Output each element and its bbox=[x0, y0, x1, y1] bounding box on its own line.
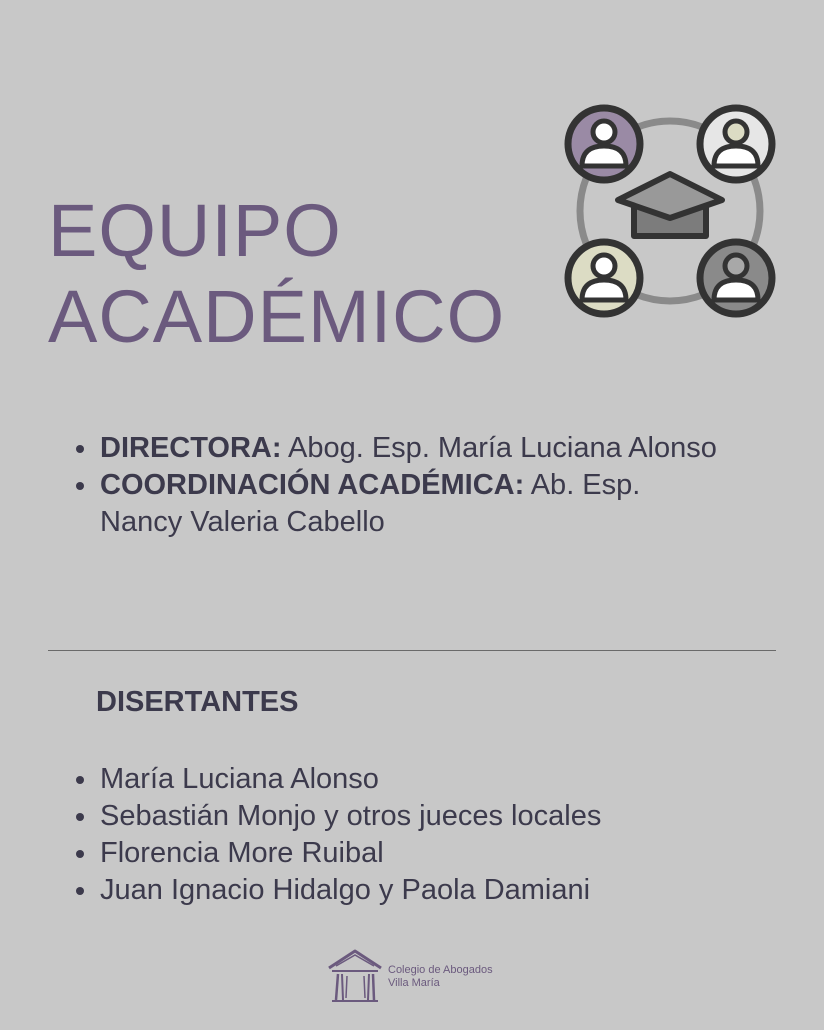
avatar-icon-top-right bbox=[700, 108, 772, 180]
logo-line-2: Villa María bbox=[388, 977, 440, 989]
graduation-cap-icon bbox=[618, 174, 722, 236]
coordination-name: Ab. Esp. Nancy Valeria Cabello bbox=[100, 469, 641, 538]
title-line-1: EQUIPO bbox=[48, 189, 342, 272]
avatar-icon-bottom-left bbox=[568, 242, 640, 314]
list-item-director bbox=[100, 430, 720, 467]
coordination-label: COORDINACIÓN ACADÉMICA: bbox=[100, 469, 525, 501]
speaker-item: Juan Ignacio Hidalgo y Paola Damiani bbox=[100, 872, 740, 909]
logo-text bbox=[388, 964, 493, 990]
academic-team-list bbox=[70, 430, 720, 541]
speaker-item: María Luciana Alonso bbox=[100, 761, 740, 798]
speakers-heading: DISERTANTES bbox=[96, 686, 299, 718]
list-item-coordination bbox=[100, 467, 720, 541]
speaker-item: Sebastián Monjo y otros jueces locales bbox=[100, 798, 740, 835]
section-divider bbox=[48, 650, 776, 651]
avatar-icon-top-left bbox=[568, 108, 640, 180]
courthouse-logo-icon bbox=[326, 948, 384, 1004]
footer-logo bbox=[326, 948, 506, 1006]
director-label: DIRECTORA: bbox=[100, 432, 282, 464]
title-line-2: ACADÉMICO bbox=[48, 275, 506, 358]
speakers-list bbox=[70, 761, 740, 909]
page-title bbox=[48, 188, 505, 360]
speaker-item: Florencia More Ruibal bbox=[100, 835, 740, 872]
team-graduation-network-icon bbox=[560, 100, 780, 322]
avatar-icon-bottom-right bbox=[700, 242, 772, 314]
logo-line-1: Colegio de Abogados bbox=[388, 964, 493, 976]
director-name: Abog. Esp. María Luciana Alonso bbox=[288, 432, 717, 464]
